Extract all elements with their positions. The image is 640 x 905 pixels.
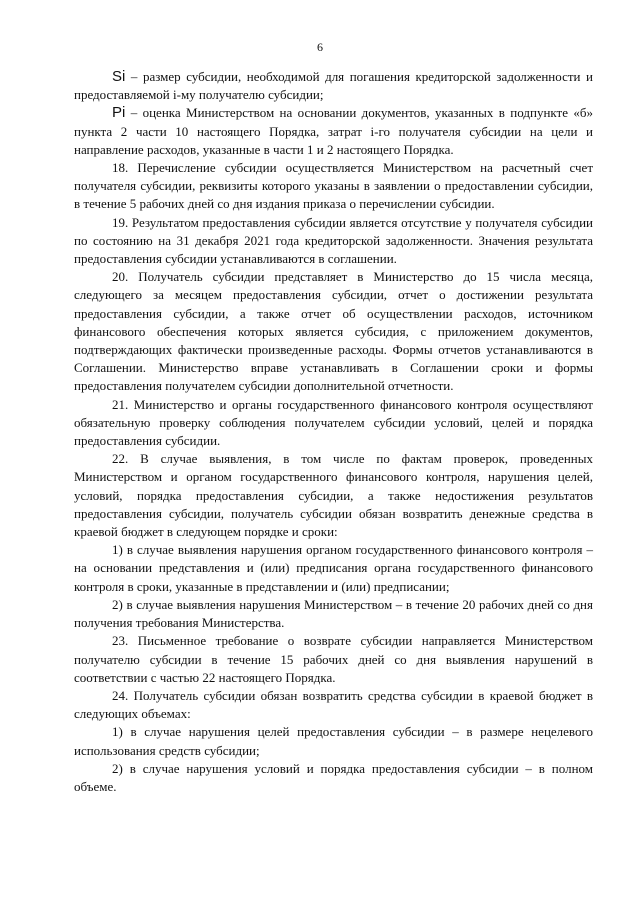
paragraph-text: – размер субсидии, необходимой для погашения кредиторской задолженности и предоставляемой i-му получателю субсидии; [74,69,593,103]
paragraph-si-definition [74,68,593,104]
paragraph-24-item-2: 2) в случае нарушения условий и порядка предоставления субсидии – в полном объеме. [74,760,593,794]
paragraph-24-item-1: 1) в случае нарушения целей предоставления субсидии – в размере нецелевого использования средств субсидии; [74,724,593,758]
paragraph-20: 20. Получатель субсидии представляет в Министерство до 15 числа месяца, следующего за месяцем предоставления субсидии, отчет о достижении результата предоставления субсидии, а также отчет об осуществлении расходов, источником финансового обеспечения которых является субсидия, с приложением документов, подтверждающих фактически произведенные расходы. Формы отчетов устанавливаются в Соглашении. Министерство вправе устанавливать в Соглашении сроки и формы предоставления получателем субсидии дополнительной отчетности. [74,269,593,394]
document-body [74,68,593,796]
symbol-si: Si [112,68,126,85]
paragraph-21: 21. Министерство и органы государственного финансового контроля осуществляют обязательную проверку соблюдения получателем субсидии условий, целей и порядка предоставления субсидии. [74,396,593,449]
paragraph-24: 24. Получатель субсидии обязан возвратить средства субсидии в краевой бюджет в следующих объемах: [74,687,593,722]
page-number: 6 [317,40,323,54]
paragraph-text: – оценка Министерством на основании документов, указанных в подпункте «б» пункта 2 части 10 настоящего Порядка, затрат i-го получателя субсидии на цели и направление расходов, указанные в части 1 и 2 настоящего Порядка. [74,105,593,157]
paragraph-19: 19. Результатом предоставления субсидии является отсутствие у получателя субсидии по состоянию на 31 декабря 2021 года кредиторской задолженности. Значения результата предоставления субсидии устанавливаются в соглашении. [74,214,593,267]
symbol-pi: Pi [112,104,126,122]
paragraph-18: 18. Перечисление субсидии осуществляется Министерством на расчетный счет получателя субсидии, реквизиты которого указаны в заявлении о предоставлении субсидии, в течение 5 рабочих дней со дня издания приказа о перечислении субсидии. [74,160,593,212]
paragraph-pi-definition [74,104,593,159]
paragraph-23: 23. Письменное требование о возврате субсидии направляется Министерством получателю субсидии в течение 15 рабочих дней со дня выявления нарушений в соответствии с частью 22 настоящего Порядка. [74,633,593,685]
paragraph-22: 22. В случае выявления, в том числе по фактам проверок, проведенных Министерством и органом государственного финансового контроля, нарушения целей, условий, порядка предоставления субсидии, а также недостижения результатов предоставления субсидии, получатель субсидии обязан возвратить денежные средства в краевой бюджет в следующем порядке и сроки: [74,451,593,540]
paragraph-22-item-1: 1) в случае выявления нарушения органом государственного финансового контроля – на основании представления и (или) предписания органа государственного финансового контроля в сроки, указанные в представлении и (или) предписании; [74,542,593,594]
paragraph-22-item-2: 2) в случае выявления нарушения Министерством – в течение 20 рабочих дней со дня получения требования Министерства. [74,596,593,631]
